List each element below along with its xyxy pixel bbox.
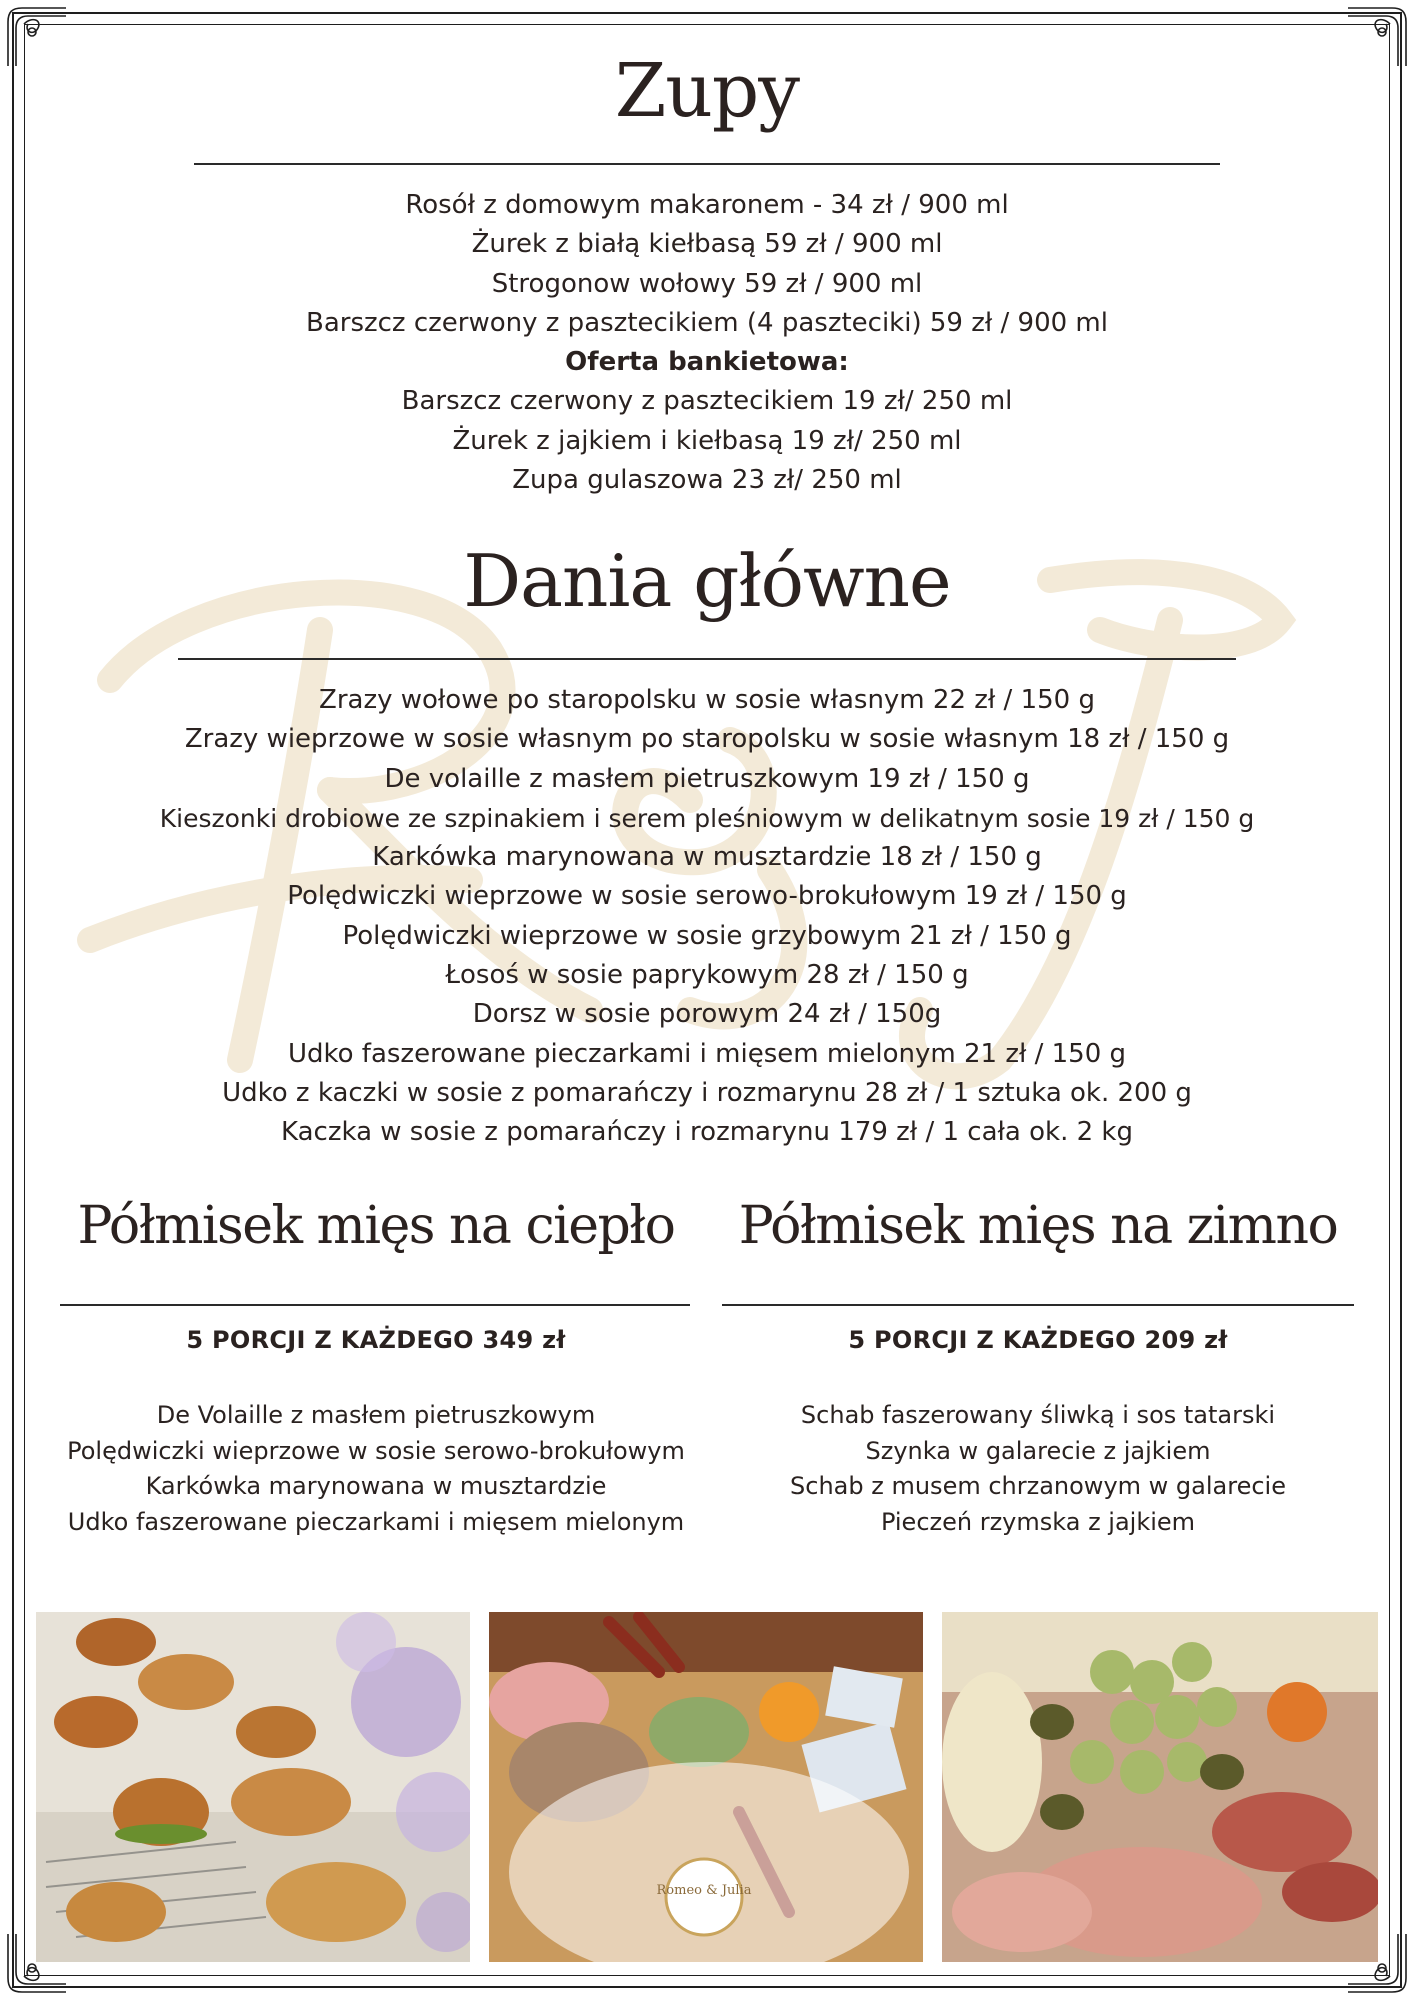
hot-platter-price: 5 PORCJI Z KAŻDEGO 349 zł — [186, 1326, 566, 1354]
menu-item: Polędwiczki wieprzowe w sosie grzybowym 21 zł / 150 g — [342, 920, 1072, 951]
list-item: Szynka w galarecie z jajkiem — [865, 1436, 1211, 1465]
hot-platter-list — [56, 1398, 696, 1540]
hot-platter-divider — [60, 1304, 690, 1306]
list-item: Karkówka marynowana w musztardzie — [145, 1472, 607, 1500]
soups-title: Zupy — [614, 48, 800, 134]
menu-item: Zrazy wołowe po staropolsku w sosie własnym 22 zł / 150 g — [319, 685, 1095, 715]
mains-list — [40, 681, 1374, 1153]
menu-item: Polędwiczki wieprzowe w sosie serowo-brokułowym 19 zł / 150 g — [287, 881, 1127, 912]
photo-burgers-croissants — [36, 1612, 470, 1962]
hot-platter-title: Półmisek mięs na ciepło — [77, 1196, 675, 1256]
mains-title: Dania główne — [463, 539, 951, 623]
list-item: Schab z musem chrzanowym w galarecie — [790, 1472, 1286, 1500]
soups-divider — [194, 163, 1220, 165]
list-item: Udko faszerowane pieczarkami i mięsem mielonym — [67, 1507, 685, 1536]
menu-item: Udko faszerowane pieczarkami i mięsem mielonym 21 zł / 150 g — [287, 1038, 1127, 1069]
menu-item: Karkówka marynowana w musztardzie 18 zł / 150 g — [372, 842, 1042, 873]
hot-platter-section — [56, 1196, 696, 1256]
menu-item: Łosoś w sosie paprykowym 28 zł / 150 g — [445, 960, 969, 991]
menu-item: Udko z kaczki w sosie z pomarańczy i rozmarynu 28 zł / 1 sztuka ok. 200 g — [222, 1077, 1192, 1108]
list-item: Pieczeń rzymska z jajkiem — [880, 1507, 1196, 1536]
menu-item: Zrazy wieprzowe w sosie własnym po staropolsku w sosie własnym 18 zł / 150 g — [184, 724, 1230, 755]
menu-item: Strogonow wołowy 59 zł / 900 ml — [491, 268, 923, 299]
menu-item: Zupa gulaszowa 23 zł/ 250 ml — [512, 465, 902, 496]
menu-item: Barszcz czerwony z pasztecikiem 19 zł/ 250 ml — [401, 386, 1013, 417]
menu-item: Dorsz w sosie porowym 24 zł / 150g — [472, 999, 942, 1030]
photo-grapes-charcuterie — [942, 1612, 1378, 1962]
cold-platter-divider — [722, 1304, 1354, 1306]
list-item: De Volaille z masłem pietruszkowym — [156, 1401, 596, 1429]
list-item: Polędwiczki wieprzowe w sosie serowo-brokułowym — [67, 1436, 685, 1465]
menu-item: Kaczka w sosie z pomarańczy i rozmarynu 179 zł / 1 cała ok. 2 kg — [281, 1117, 1133, 1148]
menu-item: Kieszonki drobiowe ze szpinakiem i serem pleśniowym w delikatnym sosie 19 zł / 150 g — [159, 803, 1255, 833]
menu-item: Barszcz czerwony z pasztecikiem (4 paszteciki) 59 zł / 900 ml — [305, 307, 1108, 338]
hot-platter-body — [56, 1326, 696, 1540]
soups-list — [40, 186, 1374, 500]
menu-item: De volaille z masłem pietruszkowym 19 zł / 150 g — [384, 763, 1030, 794]
menu-item: Rosół z domowym makaronem - 34 zł / 900 ml — [405, 190, 1009, 220]
cold-platter-section — [718, 1196, 1358, 1256]
logo-text: Romeo & Julia — [656, 1883, 752, 1898]
mains-divider — [178, 658, 1236, 660]
cold-platter-price: 5 PORCJI Z KAŻDEGO 209 zł — [848, 1326, 1228, 1354]
list-item: Schab faszerowany śliwką i sos tatarski — [800, 1401, 1276, 1429]
cold-platter-list — [718, 1398, 1358, 1540]
cold-platter-body — [718, 1326, 1358, 1540]
menu-item: Żurek z białą kiełbasą 59 zł / 900 ml — [471, 229, 943, 260]
cold-platter-title: Półmisek mięs na zimno — [738, 1196, 1338, 1256]
menu-item: Żurek z jajkiem i kiełbasą 19 zł/ 250 ml — [452, 425, 962, 456]
banquet-offer-label: Oferta bankietowa: — [565, 347, 849, 378]
photo-cold-cuts-board — [489, 1612, 923, 1962]
